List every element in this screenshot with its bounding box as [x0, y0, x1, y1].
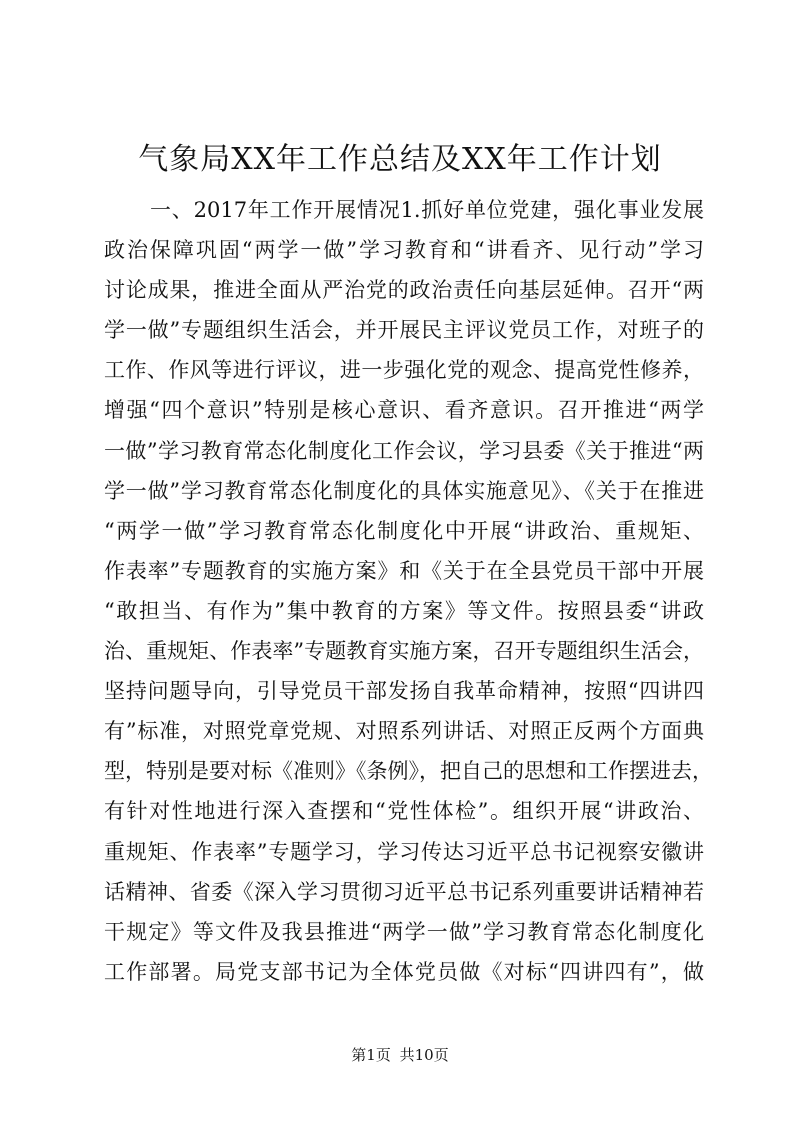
page-number: 第1页 — [351, 1046, 391, 1064]
body-line: 坚持问题导向，引导党员干部发扬自我革命精神，按照“四讲四 — [104, 679, 704, 704]
body-line: 学一做”学习教育常态化制度化的具体实施意见》、《关于在推进 — [104, 478, 704, 503]
page-footer — [0, 1045, 800, 1065]
body-line: 有”标准，对照党章党规、对照系列讲话、对照正反两个方面典 — [104, 719, 704, 744]
document-body — [104, 190, 713, 992]
body-line: 工作、作风等进行评议，进一步强化党的观念、提高党性修养， — [104, 358, 704, 383]
body-line: 干规定》等文件及我县推进“两学一做”学习教育常态化制度化 — [104, 919, 704, 944]
body-line: 型，特别是要对标《准则》《条例》，把自己的思想和工作摆进去， — [104, 759, 713, 784]
body-line: 重规矩、作表率”专题学习，学习传达习近平总书记视察安徽讲 — [104, 839, 704, 864]
body-line: 有针对性地进行深入查摆和“党性体检”。组织开展“讲政治、 — [104, 799, 704, 824]
body-line: “两学一做”学习教育常态化制度化中开展“讲政治、重规矩、 — [104, 518, 704, 543]
body-line: 话精神、省委《深入学习贯彻习近平总书记系列重要讲话精神若 — [104, 879, 704, 904]
body-line: 学一做”专题组织生活会，并开展民主评议党员工作，对班子的 — [104, 318, 704, 343]
body-line: 政治保障巩固“两学一做”学习教育和“讲看齐、见行动”学习 — [104, 238, 704, 263]
body-line: 作表率”专题教育的实施方案》和《关于在全县党员干部中开展 — [104, 558, 704, 583]
body-line: 一、2017年工作开展情况1.抓好单位党建，强化事业发展 — [150, 198, 704, 222]
body-line: 增强“四个意识”特别是核心意识、看齐意识。召开推进“两学 — [104, 398, 704, 423]
body-line: 治、重规矩、作表率”专题教育实施方案，召开专题组织生活会， — [104, 639, 704, 664]
document-title: 气象局XX年工作总结及XX年工作计划 — [138, 142, 662, 177]
body-line: 讨论成果，推进全面从严治党的政治责任向基层延伸。召开“两 — [104, 278, 704, 303]
body-line: 一做”学习教育常态化制度化工作会议，学习县委《关于推进“两 — [104, 438, 704, 463]
body-line: 工作部署。局党支部书记为全体党员做《对标“四讲四有”，做 — [104, 959, 704, 984]
body-line: “敢担当、有作为”集中教育的方案》等文件。按照县委“讲政 — [104, 598, 704, 623]
page-total: 共10页 — [399, 1046, 449, 1064]
